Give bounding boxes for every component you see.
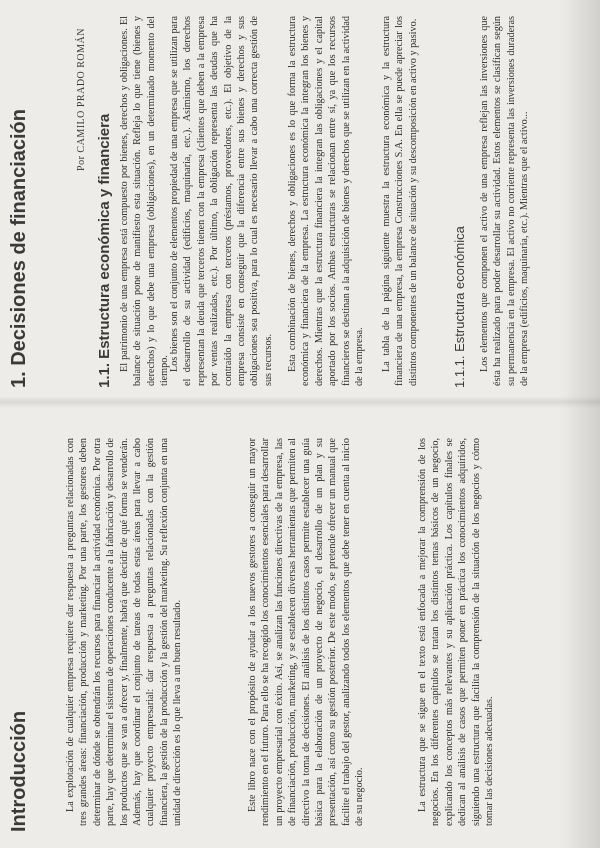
intro-paragraph-1: La explotación de cualquier empresa requiere dar respuesta a preguntas relacionadas con tres grandes áreas: financiación, producción y marketing. Por una parte, los gestores deben determinar de dónde se obtendrán los recursos para financiar la actividad económica. Por otra parte, hay que determinar el sistema de operaciones conducente a la fabricación y desarrollo de los productos que se van a ofrecer y, finalmente, habrá que decidir de qué forma se venderán. Además, hay que coordinar el conjunto de tareas de todas estas áreas para llevar a cabo cualquier proyecto empresarial: dar respuesta a preguntas relacionadas con la gestión financiera, la gestión de la producción y la gestión del marketing. Su reflexión conjunta en una unidad de dirección es lo que lleva a un buen resultado. <box>65 438 184 826</box>
intro-paragraph-2: Este libro nace con el propósito de ayudar a los nuevos gestores a conseguir un mayor rendimiento en el futuro. Para ello se ha recogido los conocimientos esenciales para desarrollar un proyecto empresarial con éxito. Así, se analizan las funciones directivas de la empresa, las de financiación, producción, marketing, y se establecen diversas herramientas que permiten al directivo la toma de decisiones. El análisis de los distintos casos permite establecer una guía básica para la elaboración de un proyecto de negocio, el desarrollo de un plan y su presentación, así como su gestión posterior. De este modo, se pretende ofrecer un manual que facilite el trabajo del gestor, analizando todos los elementos que debe tener en cuenta al inicio de su negocio. <box>247 438 366 826</box>
left-page <box>0 432 600 832</box>
chapter-paragraph-2: Los bienes son el conjunto de elementos propiedad de una empresa que se utilizan para el desarrollo de su actividad (edificios, maquinaria, etc.). Asimismo, los derechos representan la deuda que terceros tienen con la empresa (clientes que deben a la empresa por ventas realizadas, etc.). Por último, la obligación representa las deudas que ha contraído la empresa con terceros (préstamos, proveedores, etc.). El objetivo de la empresa consiste en conseguir que la diferencia entre sus bienes y derechos y sus obligaciones sea positiva, para lo cual es necesario llevar a cabo una correcta gestión de sus recursos. <box>169 16 274 386</box>
section-title: 1.1. Estructura económica y financiera <box>96 113 113 388</box>
book-gutter <box>0 396 600 408</box>
chapter-title: 1. Decisiones de financiación <box>8 109 30 388</box>
subsection-paragraph: Los elementos que componen el activo de una empresa reflejan las inversiones que ésta ha realizado para poder desarrollar su actividad. Estos elementos se clasifican según su permanencia en la empresa. El activo no corriente representa las inversiones duraderas de la empresa (edificios, maquinaria, etc.). Mientras que el activo... <box>479 16 531 386</box>
intro-paragraph-3: La estructura que se sigue en el texto está enfocada a mejorar la comprensión de los negocios. En los diferentes capítulos se tratan los distintos temas básicos de un negocio, explicando los conceptos más relevantes y su aplicación práctica. Los capítulos finales se dedican al análisis de casos que permiten poner en práctica los conocimientos adquiridos, siguiendo una estructura que facilita la comprensión de la situación de los negocios y cómo tomar las decisiones adecuadas. <box>417 438 496 826</box>
chapter-paragraph-3: Esta combinación de bienes, derechos y obligaciones es lo que forma la estructura económica y financiera de la empresa. La estructura económica la integran los bienes y derechos. Mientras que la estructura financiera la integran las obligaciones y el capital aportado por los socios. Ambas estructuras se relacionan entre sí, ya que los recursos financieros se destinan a la adquisición de bienes y derechos que se utilizan en la actividad de la empresa. <box>287 16 366 386</box>
introduction-title: Introducción <box>8 710 30 832</box>
subsection-title: 1.1.1. Estructura económica <box>452 226 467 388</box>
author-byline: Por CAMILO PRADO ROMÁN <box>76 28 87 171</box>
chapter-paragraph-4: La tabla de la página siguiente muestra la estructura económica y la estructura financiera de una empresa, la empresa Construcciones S.A. En ella se puede apreciar los distintos componentes de un balance de situación y su descomposición en activo y pasivo. <box>381 16 419 386</box>
right-page <box>0 8 600 388</box>
chapter-paragraph-1: El patrimonio de una empresa está compuesto por bienes, derechos y obligaciones. El balance de situación pone de manifiesto esta situación. Refleja lo que tiene (bienes y derechos) y lo que debe una empresa (obligaciones), en un determinado momento del tiempo. <box>119 16 171 386</box>
page-edge-shadow <box>560 0 600 848</box>
